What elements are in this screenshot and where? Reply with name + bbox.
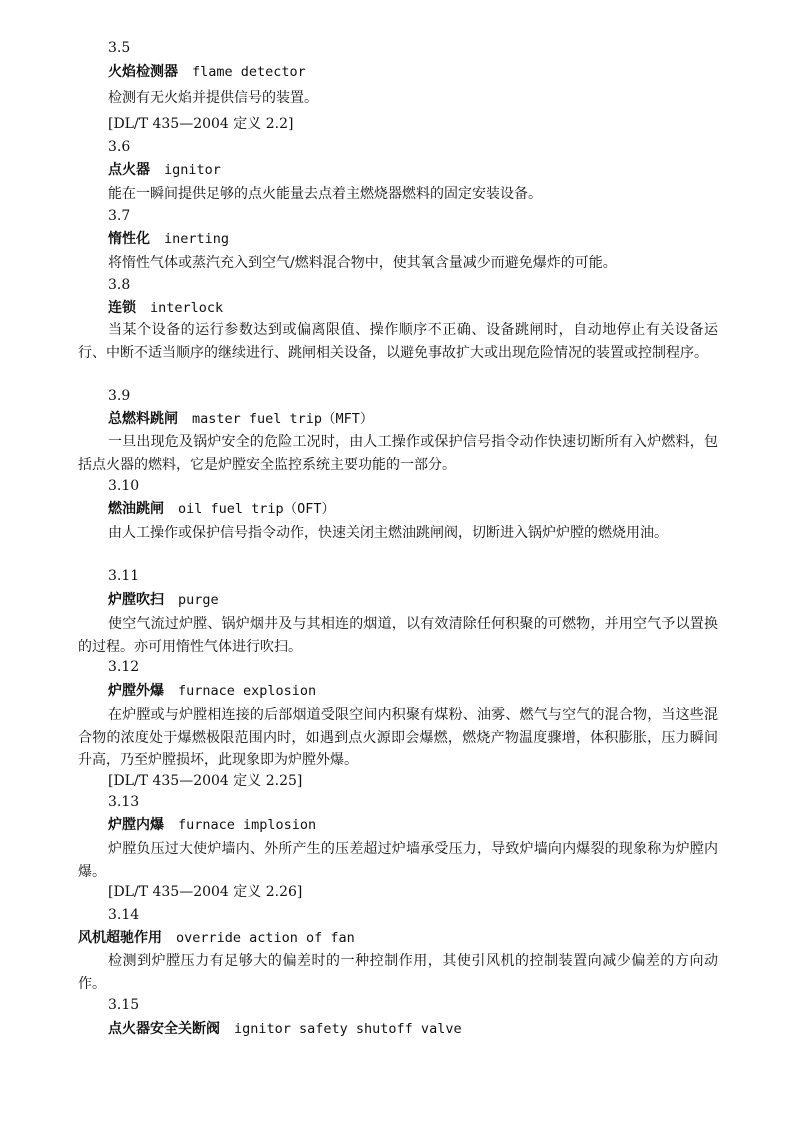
entry-number: 3.6 bbox=[108, 139, 131, 155]
entry-number: 3.9 bbox=[108, 388, 131, 404]
entry-term bbox=[108, 1018, 462, 1040]
term-zh: 炉膛吹扫 bbox=[108, 592, 164, 608]
entry-term bbox=[108, 814, 316, 836]
entry-definition: 检测到炉膛压力有足够大的偏差时的一种控制作用，其使引风机的控制装置向减少偏差的方向动作。 bbox=[78, 953, 718, 992]
entry-definition: 检测有无火焰并提供信号的装置。 bbox=[108, 90, 318, 106]
entry-term bbox=[108, 159, 221, 181]
term-zh: 点火器 bbox=[108, 162, 150, 178]
term-zh: 点火器安全关断阀 bbox=[108, 1021, 220, 1037]
entry-definition: 能在一瞬间提供足够的点火能量去点着主燃烧器燃料的固定安装设备。 bbox=[108, 186, 542, 202]
entry-definition: 使空气流过炉膛、锅炉烟井及与其相连的烟道，以有效清除任何积聚的可燃物，并用空气予以置换的过程。亦可用惰性气体进行吹扫。 bbox=[78, 616, 718, 655]
entry-number: 3.12 bbox=[108, 659, 140, 675]
entry-definition: 在炉膛或与炉膛相连接的后部烟道受限空间内积聚有煤粉、油雾、燃气与空气的混合物，当这些混合物的浓度处于爆燃极限范围内时，如遇到点火源即会爆燃，燃烧产物温度骤增，体积膨胀，压力瞬间升高，乃至炉膛损坏，此现象即为炉膛外爆。 bbox=[78, 707, 718, 768]
entry-number: 3.7 bbox=[108, 208, 131, 224]
entry-term bbox=[78, 927, 355, 949]
entry-definition: 一旦出现危及锅炉安全的危险工况时，由人工操作或保护信号指令动作快速切断所有入炉燃料，包括点火器的燃料，它是炉膛安全监控系统主要功能的一部分。 bbox=[78, 434, 718, 473]
entry-reference: [DL/T 435—2004 定义 2.2] bbox=[108, 116, 294, 132]
term-zh: 炉膛内爆 bbox=[108, 817, 164, 833]
entry-number: 3.10 bbox=[108, 478, 140, 494]
term-zh: 炉膛外爆 bbox=[108, 683, 164, 699]
term-en: master fuel trip（MFT） bbox=[192, 411, 374, 427]
entry-definition: 将惰性气体或蒸汽充入到空气/燃料混合物中，使其氧含量减少而避免爆炸的可能。 bbox=[108, 255, 617, 271]
entry-number: 3.8 bbox=[108, 277, 131, 293]
term-zh: 总燃料跳闸 bbox=[108, 411, 178, 427]
entry-number: 3.14 bbox=[108, 907, 140, 923]
entry-number: 3.11 bbox=[108, 568, 140, 584]
entry-definition: 由人工操作或保护信号指令动作，快速关闭主燃油跳闸阀，切断进入锅炉炉膛的燃烧用油。 bbox=[108, 525, 668, 541]
term-en: flame detector bbox=[192, 64, 306, 80]
term-zh: 风机超驰作用 bbox=[78, 930, 162, 946]
entry-number: 3.13 bbox=[108, 794, 140, 810]
term-en: inerting bbox=[164, 231, 230, 247]
entry-term bbox=[108, 297, 223, 319]
entry-term bbox=[108, 408, 373, 430]
term-en: furnace implosion bbox=[178, 817, 317, 833]
term-en: ignitor safety shutoff valve bbox=[234, 1021, 462, 1037]
entry-term bbox=[108, 680, 316, 702]
term-en: purge bbox=[178, 592, 219, 608]
entry-term bbox=[108, 589, 219, 611]
entry-definition: 炉膛负压过大使炉墙内、外所产生的压差超过炉墙承受压力，导致炉墙向内爆裂的现象称为炉膛内爆。 bbox=[78, 841, 718, 880]
term-en: override action of fan bbox=[176, 930, 355, 946]
term-zh: 火焰检测器 bbox=[108, 64, 178, 80]
term-en: furnace explosion bbox=[178, 683, 317, 699]
entry-number: 3.5 bbox=[108, 40, 131, 56]
entry-reference: [DL/T 435—2004 定义 2.26] bbox=[108, 884, 303, 900]
entry-term bbox=[108, 61, 306, 83]
term-en: oil fuel trip（OFT） bbox=[178, 501, 336, 517]
term-en: ignitor bbox=[164, 162, 221, 178]
entry-term bbox=[108, 498, 335, 520]
term-zh: 连锁 bbox=[108, 300, 136, 316]
term-zh: 惰性化 bbox=[108, 231, 150, 247]
entry-reference: [DL/T 435—2004 定义 2.25] bbox=[108, 773, 303, 789]
term-en: interlock bbox=[150, 300, 224, 316]
term-zh: 燃油跳闸 bbox=[108, 501, 164, 517]
entry-definition: 当某个设备的运行参数达到或偏离限值、操作顺序不正确、设备跳闸时，自动地停止有关设备运行、中断不适当顺序的继续进行、跳闸相关设备，以避免事故扩大或出现危险情况的装置或控制程序。 bbox=[78, 322, 718, 361]
entry-term bbox=[108, 228, 229, 250]
entry-number: 3.15 bbox=[108, 997, 140, 1013]
